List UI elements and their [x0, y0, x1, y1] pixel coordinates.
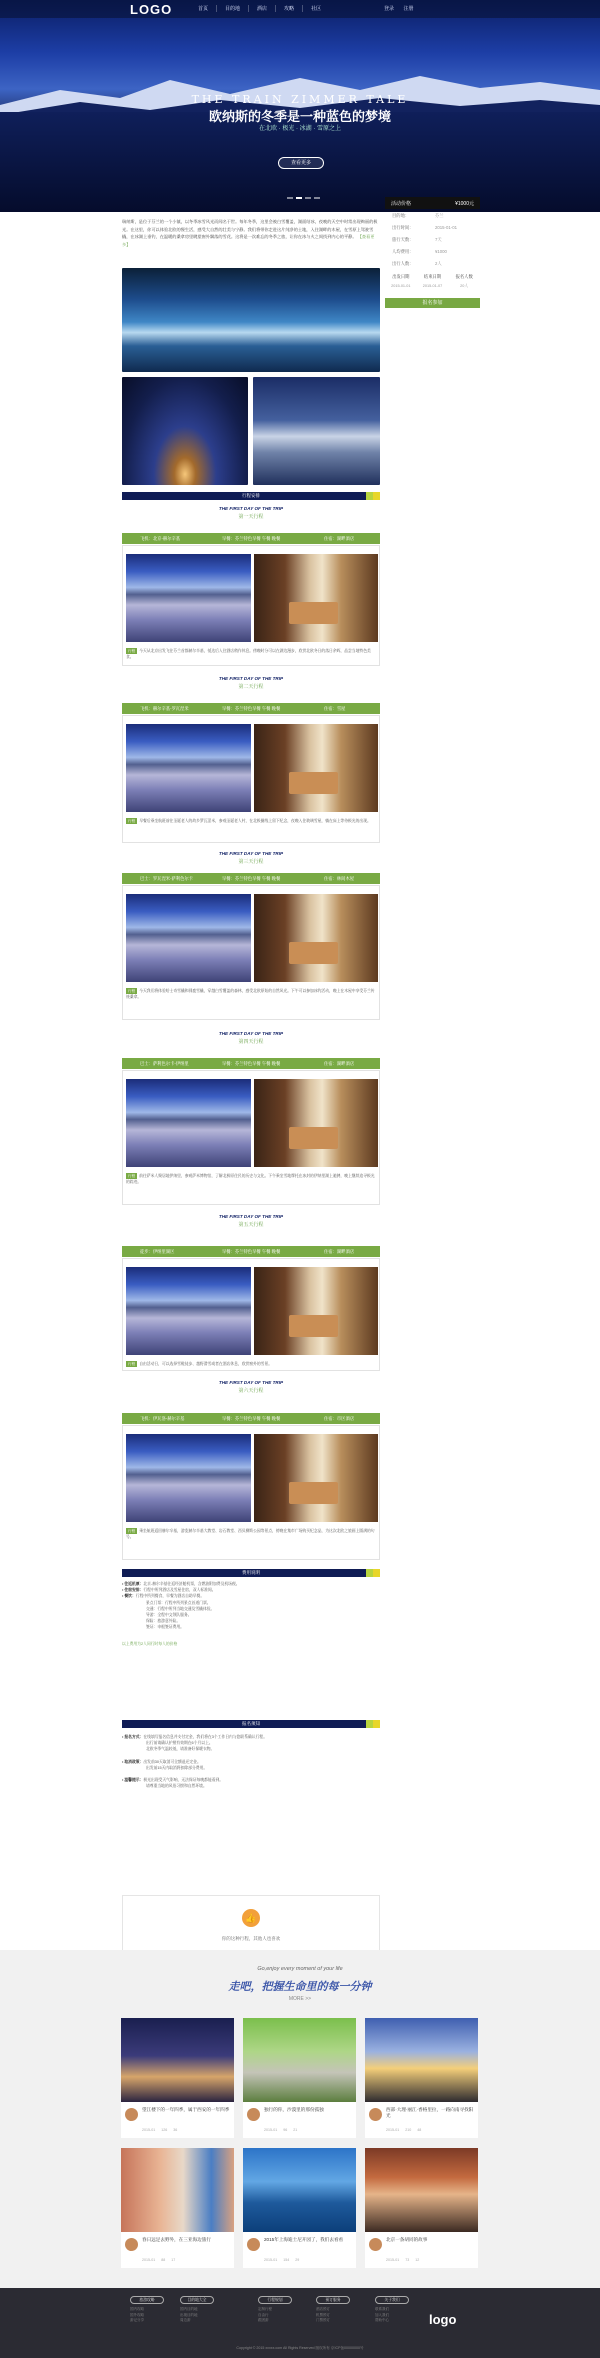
day-hotel: 住宿：雪屋	[324, 706, 346, 711]
day-description	[126, 1361, 378, 1367]
cost-label: • 住宿安排：	[122, 1588, 144, 1593]
carousel-dot[interactable]	[305, 197, 311, 199]
day-info-bar	[122, 873, 380, 884]
day-hotel: 住宿：湖畔酒店	[324, 1061, 355, 1066]
meta-likes: 21	[293, 2128, 298, 2132]
nav-item-home[interactable]: 首页	[198, 6, 209, 12]
meta-date: 2015-01	[142, 2128, 156, 2132]
gallery-card-title[interactable]: 西部·大理·丽江·香格里拉，一路向南寻找阳光	[386, 2107, 474, 2118]
day-title-en: THE FIRST DAY OF THE TRIP	[218, 676, 284, 681]
avatar[interactable]	[247, 2108, 260, 2121]
notice-text: 极光出现受天气影响，无法保证每晚都能看到。	[143, 1778, 224, 1783]
main-nav	[190, 5, 329, 12]
meta-date: 2015-01	[142, 2258, 156, 2262]
day-title-en: THE FIRST DAY OF THE TRIP	[218, 506, 284, 511]
info-key: 出行人数：	[392, 261, 414, 266]
info-value: 2015-01-01	[435, 225, 457, 230]
day-tag: 行程	[128, 1362, 136, 1366]
signups-value: 20人	[460, 284, 469, 288]
gallery-card-title[interactable]: 春日远足去野外，在三亚海边旅行	[142, 2237, 211, 2242]
gallery-slogan-en: Go,enjoy every moment of your life	[257, 1966, 343, 1972]
meta-views: 96	[283, 2128, 288, 2132]
notice-text: 北欧冬季气温较低，请准备好保暖衣物。	[146, 1747, 215, 1752]
info-key: 旅行天数：	[392, 237, 414, 242]
gallery-card[interactable]	[243, 2148, 356, 2268]
footer-col	[375, 2296, 421, 2324]
day-route: 巴士：萨利色尔卡-伊纳里	[140, 1061, 189, 1066]
intro-more-link[interactable]: 【查看更多】	[122, 234, 375, 247]
info-row	[385, 258, 480, 270]
price-value: ¥1000元	[455, 201, 474, 207]
footer-col	[130, 2296, 176, 2324]
day-card	[122, 885, 380, 1020]
carousel-dot-active[interactable]	[296, 197, 302, 199]
intro-text	[122, 218, 380, 248]
footer-link[interactable]: 加入我们	[375, 2312, 389, 2317]
info-key: 目的地：	[392, 213, 410, 218]
hero-title-en: THE TRAIN ZIMMER TALE	[191, 93, 409, 106]
day-meals: 早餐：芬兰特色早餐 午餐 晚餐	[222, 536, 281, 541]
notice-text: 出发前30天取消可全额退还定金。	[143, 1759, 201, 1764]
landscape-photo	[126, 1267, 251, 1355]
cost-text: 导游：全程中文领队服务。	[146, 1613, 192, 1618]
day-tag: 行程	[128, 649, 136, 653]
footer-col-title[interactable]: 目的地大全	[180, 2296, 214, 2304]
footer-col	[316, 2296, 362, 2324]
day-title-en: THE FIRST DAY OF THE TRIP	[218, 1031, 284, 1036]
gallery-more-link[interactable]: MORE >>	[288, 1996, 312, 2002]
day-info-bar	[122, 1413, 380, 1424]
day-tag: 行程	[128, 819, 136, 823]
meta-views: 88	[161, 2258, 166, 2262]
top-navigation	[0, 0, 600, 18]
day-title-cn: 第五天行程	[238, 1222, 264, 1228]
day-route: 飞机：北京-赫尔辛基	[140, 536, 181, 541]
info-value: 7天	[435, 237, 442, 242]
gallery-card-meta	[142, 2258, 230, 2262]
meta-views: 154	[283, 2258, 290, 2262]
gallery-card[interactable]	[365, 2148, 478, 2268]
carousel-dot[interactable]	[287, 197, 293, 199]
gallery-photo[interactable]	[365, 2018, 478, 2102]
cost-text: 保险：旅游意外险。	[146, 1619, 181, 1624]
cost-text: 北京-赫尔辛基往返经济舱机票，含燃油附加费及机场税。	[143, 1582, 240, 1586]
login-link[interactable]: 登录	[384, 6, 395, 12]
footer-col-title[interactable]: 关于我们	[375, 2296, 409, 2304]
day-description	[126, 648, 378, 660]
notice-notes	[122, 1734, 380, 1789]
landscape-photo	[126, 1434, 251, 1522]
gallery-card-meta	[264, 2128, 352, 2132]
footer-link[interactable]: 机票预订	[316, 2312, 330, 2317]
day-text: 前往萨米人聚居地伊纳里，参观萨米博物馆，了解北极原住民的历史与文化。下午乘坐雪地摩托在冰封的伊纳里湖上驰骋，晚上继续追寻极光的踪迹。	[126, 1174, 375, 1184]
nav-item-community[interactable]: 社区	[302, 5, 329, 12]
gallery-card-meta	[386, 2258, 474, 2262]
info-row	[385, 210, 480, 222]
itinerary-heading: 行程安排	[122, 492, 380, 500]
cabin-night-photo	[122, 377, 248, 485]
gallery-card[interactable]	[365, 2018, 478, 2138]
day-meals: 早餐：芬兰特色早餐 午餐 晚餐	[222, 706, 281, 711]
price-label: 活动价格	[391, 201, 412, 207]
day-hotel: 住宿：市区酒店	[324, 1416, 355, 1421]
day-title-en: THE FIRST DAY OF THE TRIP	[218, 1214, 284, 1219]
gallery-slogan-cn: 走吧，把握生命里的每一分钟	[228, 1981, 372, 1993]
day-hotel: 住宿：林间木屋	[324, 876, 355, 881]
date-values	[385, 284, 480, 289]
footer-link[interactable]: 定制行程	[258, 2307, 272, 2311]
hotel-room-photo	[254, 894, 378, 982]
gallery-photo[interactable]	[121, 2018, 234, 2102]
footer-link[interactable]: 国内目的地	[180, 2307, 198, 2311]
day-title-en: THE FIRST DAY OF THE TRIP	[218, 851, 284, 856]
nav-item-hotels[interactable]: 酒店	[248, 5, 275, 12]
footer-link[interactable]: 国内攻略	[130, 2307, 144, 2311]
notice-label: • 温馨提示：	[122, 1778, 144, 1783]
day-text: 早餐后乘坐航班前往圣诞老人的故乡罗瓦涅米，参观圣诞老人村，在北极圈线上留下纪念，夜晚入住玻璃雪屋，躺在床上等待极光的出现。	[139, 819, 371, 823]
info-key: 人均费用：	[392, 249, 414, 254]
gallery-card-meta	[264, 2258, 352, 2262]
day-card	[122, 1070, 380, 1205]
landscape-photo	[126, 894, 251, 982]
meta-likes: 36	[173, 2128, 178, 2132]
day-tag: 行程	[128, 1174, 136, 1178]
hotel-room-photo	[254, 1267, 378, 1355]
gallery-card-meta	[142, 2128, 230, 2132]
footer-col	[180, 2296, 226, 2324]
hero-title-cn: 欧纳斯的冬季是一种蓝色的梦境	[208, 109, 391, 124]
gallery-photo[interactable]	[365, 2148, 478, 2232]
meta-likes: 29	[295, 2258, 300, 2262]
day-card	[122, 545, 380, 666]
footer-link[interactable]: 门票预订	[316, 2318, 330, 2322]
carousel-dot[interactable]	[314, 197, 320, 199]
landscape-photo	[126, 1079, 251, 1167]
notice-label: • 取消政策：	[122, 1759, 144, 1764]
meta-likes: 17	[171, 2258, 176, 2262]
day-meals: 早餐：芬兰特色早餐 午餐 晚餐	[222, 876, 281, 881]
hotel-room-photo	[254, 554, 378, 642]
end-date-value: 2015-01-07	[422, 284, 443, 288]
cost-text: 行程中所列酒店及雪屋住宿，双人标准间。	[143, 1588, 216, 1593]
footer-col	[258, 2296, 304, 2324]
site-logo[interactable]: LOGO	[130, 2, 173, 17]
gallery-photo[interactable]	[243, 2018, 356, 2102]
avatar[interactable]	[125, 2238, 138, 2251]
day-text: 今天从北京出发飞往芬兰首都赫尔辛基，抵达后入住酒店稍作休息。傍晚时分可以在湖边漫步，欣赏北欧冬日的落日余晖，品尝当地特色美食。	[126, 649, 371, 659]
avatar[interactable]	[247, 2238, 260, 2251]
footer-link[interactable]: 帮助中心	[375, 2318, 389, 2322]
footer-col-title[interactable]: 预订服务	[316, 2296, 350, 2304]
gallery-card[interactable]	[121, 2018, 234, 2138]
meta-likes: 12	[415, 2258, 420, 2262]
footer-link[interactable]: 酒店预订	[316, 2307, 330, 2311]
avatar[interactable]	[125, 2108, 138, 2121]
cost-text: 交通：行程中所列当地交通及雪橇体验。	[146, 1606, 215, 1611]
gallery-card-title[interactable]: 北京一条胡同的故事	[386, 2237, 428, 2242]
user-links	[380, 5, 417, 12]
day-title-cn: 第一天行程	[238, 514, 264, 520]
footer-link[interactable]: 周边游	[180, 2318, 191, 2322]
info-row	[385, 246, 480, 258]
cost-heading: 费用说明	[122, 1569, 380, 1577]
footer	[0, 2288, 600, 2358]
gallery-card[interactable]	[121, 2148, 234, 2268]
day-info-bar	[122, 1246, 380, 1257]
footer-col-title[interactable]: 旅游攻略	[130, 2296, 164, 2304]
tab-signups[interactable]: 报名人数	[455, 274, 473, 279]
gallery-photo[interactable]	[121, 2148, 234, 2232]
meta-date: 2015-01	[264, 2258, 278, 2262]
day-route: 巴士：罗瓦涅米-萨利色尔卡	[140, 876, 193, 881]
footer-link[interactable]: 出境目的地	[180, 2312, 198, 2317]
gallery-card[interactable]	[243, 2018, 356, 2138]
notice-line	[122, 1765, 380, 1771]
hero-more-button[interactable]: 查看更多	[278, 157, 324, 169]
info-value: 2人	[435, 261, 442, 266]
thumbs-up-icon[interactable]: 👍	[242, 1909, 260, 1927]
day-card	[122, 1425, 380, 1560]
footer-logo[interactable]: logo	[429, 2312, 457, 2327]
notice-label: • 报名方式：	[122, 1735, 144, 1739]
avatar[interactable]	[369, 2238, 382, 2251]
nav-item-destinations[interactable]: 目的地	[216, 5, 248, 12]
intro-paragraph: 瑞纳斯，是位于芬兰的一个小镇，以冬季冰雪风光而闻名于世。每年冬季，这里会被白雪覆盖，湖面结冰，夜晚的天空中时常出现绚丽的极光。在这里，你可以体验北欧的慢生活，感受大自然的壮美与宁静。我们将带你走进这片纯净的土地，入住湖畔的木屋，在雪原上驾驶雪橇，在冰湖上垂钓，在温暖的桑拿房里眺望窗外飘落的雪花。这将是一次难忘的冬季之旅，让你在冰与火之间找到内心的平静。	[122, 219, 378, 239]
footer-link[interactable]: 游记分享	[130, 2318, 144, 2322]
meta-likes: 48	[417, 2128, 422, 2132]
meta-date: 2015-01	[264, 2128, 278, 2132]
meta-views: 73	[405, 2258, 410, 2262]
info-row	[385, 234, 480, 246]
day-meals: 早餐：芬兰特色早餐 午餐 晚餐	[222, 1061, 281, 1066]
day-title-cn: 第三天行程	[238, 859, 264, 865]
tab-end-date[interactable]: 结束日期	[423, 274, 442, 279]
day-description	[126, 1173, 378, 1185]
trip-info-card	[385, 210, 480, 270]
landscape-photo	[126, 554, 251, 642]
notice-text: 在线填写报名信息并支付定金，我们将在3个工作日内与您联系确认行程。	[143, 1735, 267, 1739]
notice-text: 出行前请确认护照有效期在6个月以上。	[146, 1741, 213, 1746]
notice-text: 出发前15天内取消将扣除部分费用。	[146, 1765, 208, 1770]
day-hotel: 住宿：湖畔酒店	[324, 536, 355, 541]
cost-line	[122, 1624, 380, 1630]
day-text: 今天我们将体验哈士奇雪橇和驯鹿雪橇，穿越白雪覆盖的森林，感受北欧原始的自然风光。下午可以参加冰钓活动，晚上在木屋中享受芬兰传统桑拿。	[126, 989, 375, 999]
day-info-bar	[122, 1058, 380, 1069]
day-route: 飞机：赫尔辛基-罗瓦涅米	[140, 706, 189, 711]
meta-views: 210	[405, 2128, 412, 2132]
notice-heading: 报名须知	[122, 1720, 380, 1728]
day-title-cn: 第六天行程	[238, 1388, 264, 1394]
gallery-card-title[interactable]: 望江楼下的一年四季，属于西安的一年四季	[142, 2107, 230, 2112]
footer-link[interactable]: 跟团游	[258, 2318, 269, 2322]
hotel-room-photo	[254, 1079, 378, 1167]
gallery-card-title[interactable]: 2015年上海迪士尼开园了，我们去看看	[264, 2237, 344, 2242]
cost-notes	[122, 1581, 380, 1647]
register-link[interactable]: 注册	[403, 6, 414, 12]
day-tag: 行程	[128, 989, 136, 993]
nav-item-guides[interactable]: 攻略	[275, 5, 302, 12]
day-description	[126, 988, 378, 1000]
day-title-cn: 第二天行程	[238, 684, 264, 690]
day-info-bar	[122, 533, 380, 544]
day-route: 徒步：伊纳里湖区	[140, 1249, 175, 1254]
day-info-bar	[122, 703, 380, 714]
date-tabs	[385, 274, 480, 280]
gallery-card-meta	[386, 2128, 474, 2132]
landscape-photo	[126, 724, 251, 812]
notice-line	[122, 1783, 380, 1789]
snow-lake-photo	[253, 377, 380, 485]
notice-text: 请尊重当地的风俗习惯和自然环境。	[146, 1784, 207, 1789]
ice-river-photo	[122, 268, 380, 372]
day-meals: 早餐：芬兰特色早餐 午餐 晚餐	[222, 1416, 281, 1421]
hotel-room-photo	[254, 1434, 378, 1522]
info-value: 芬兰	[435, 213, 444, 218]
gallery-photo[interactable]	[243, 2148, 356, 2232]
avatar[interactable]	[369, 2108, 382, 2121]
cost-note: 以上费用为2人同行时每人的价格	[122, 1641, 178, 1646]
day-card	[122, 1258, 380, 1371]
signup-button[interactable]: 报名参加	[385, 298, 480, 308]
meta-date: 2015-01	[386, 2128, 400, 2132]
tab-start-date[interactable]: 出发日期	[392, 274, 410, 279]
cost-text: 行程中所列餐食，早餐为酒店自助早餐。	[135, 1594, 205, 1599]
day-title-cn: 第四天行程	[238, 1039, 264, 1045]
footer-link[interactable]: 自由行	[258, 2312, 269, 2317]
meta-date: 2015-01	[386, 2258, 400, 2262]
info-value: ¥1000	[435, 249, 447, 254]
cost-label: • 往返机票：	[122, 1582, 144, 1586]
day-route: 飞机：伊瓦洛-赫尔辛基	[140, 1416, 185, 1421]
start-date-value: 2015-01-01	[391, 284, 411, 288]
footer-link[interactable]: 国外攻略	[130, 2312, 144, 2317]
hero-subtitle: 在北欧 · 极光 · 冰湖 · 雪原之上	[259, 126, 341, 132]
footer-copyright: Copyright © 2015 xxxxx.com All Rights Reserved 版权所有 京ICP备00000000号	[236, 2346, 364, 2350]
info-key: 出行时间：	[392, 225, 414, 230]
meta-views: 126	[161, 2128, 168, 2132]
gallery-card-title[interactable]: 独行的你，沙漠里的那份孤独	[264, 2107, 324, 2112]
day-title-en: THE FIRST DAY OF THE TRIP	[218, 1380, 284, 1385]
day-tag: 行程	[128, 1529, 136, 1533]
hotel-room-photo	[254, 724, 378, 812]
day-text: 自由活动日，可以选择雪鞋徒步、越野滑雪或者在酒店休息，欣赏窗外的雪景。	[139, 1362, 273, 1366]
cost-text: 景点门票：行程中所列景点首道门票。	[146, 1600, 211, 1605]
day-card	[122, 715, 380, 843]
info-row	[385, 222, 480, 234]
day-hotel: 住宿：湖畔酒店	[324, 1249, 355, 1254]
day-meals: 早餐：芬兰特色早餐 午餐 晚餐	[222, 1249, 281, 1254]
recommend-text[interactable]: 你的这种行程，其他人也喜欢	[221, 1936, 281, 1941]
price-bar	[385, 197, 480, 209]
cost-text: 签证：申根签证费用。	[146, 1625, 184, 1630]
cost-label: • 餐饮：	[122, 1594, 136, 1599]
footer-link[interactable]: 联系我们	[375, 2307, 389, 2311]
notice-line	[122, 1746, 380, 1752]
day-description	[126, 1528, 378, 1540]
carousel-dots	[287, 197, 320, 199]
day-text: 乘坐航班返回赫尔辛基，游览赫尔辛基大教堂、岩石教堂、西贝柳斯公园等景点，傍晚在集市广场购买纪念品，为这次北欧之旅画上圆满的句号。	[126, 1529, 375, 1539]
footer-col-title[interactable]: 行程规划	[258, 2296, 292, 2304]
day-description	[126, 818, 378, 824]
